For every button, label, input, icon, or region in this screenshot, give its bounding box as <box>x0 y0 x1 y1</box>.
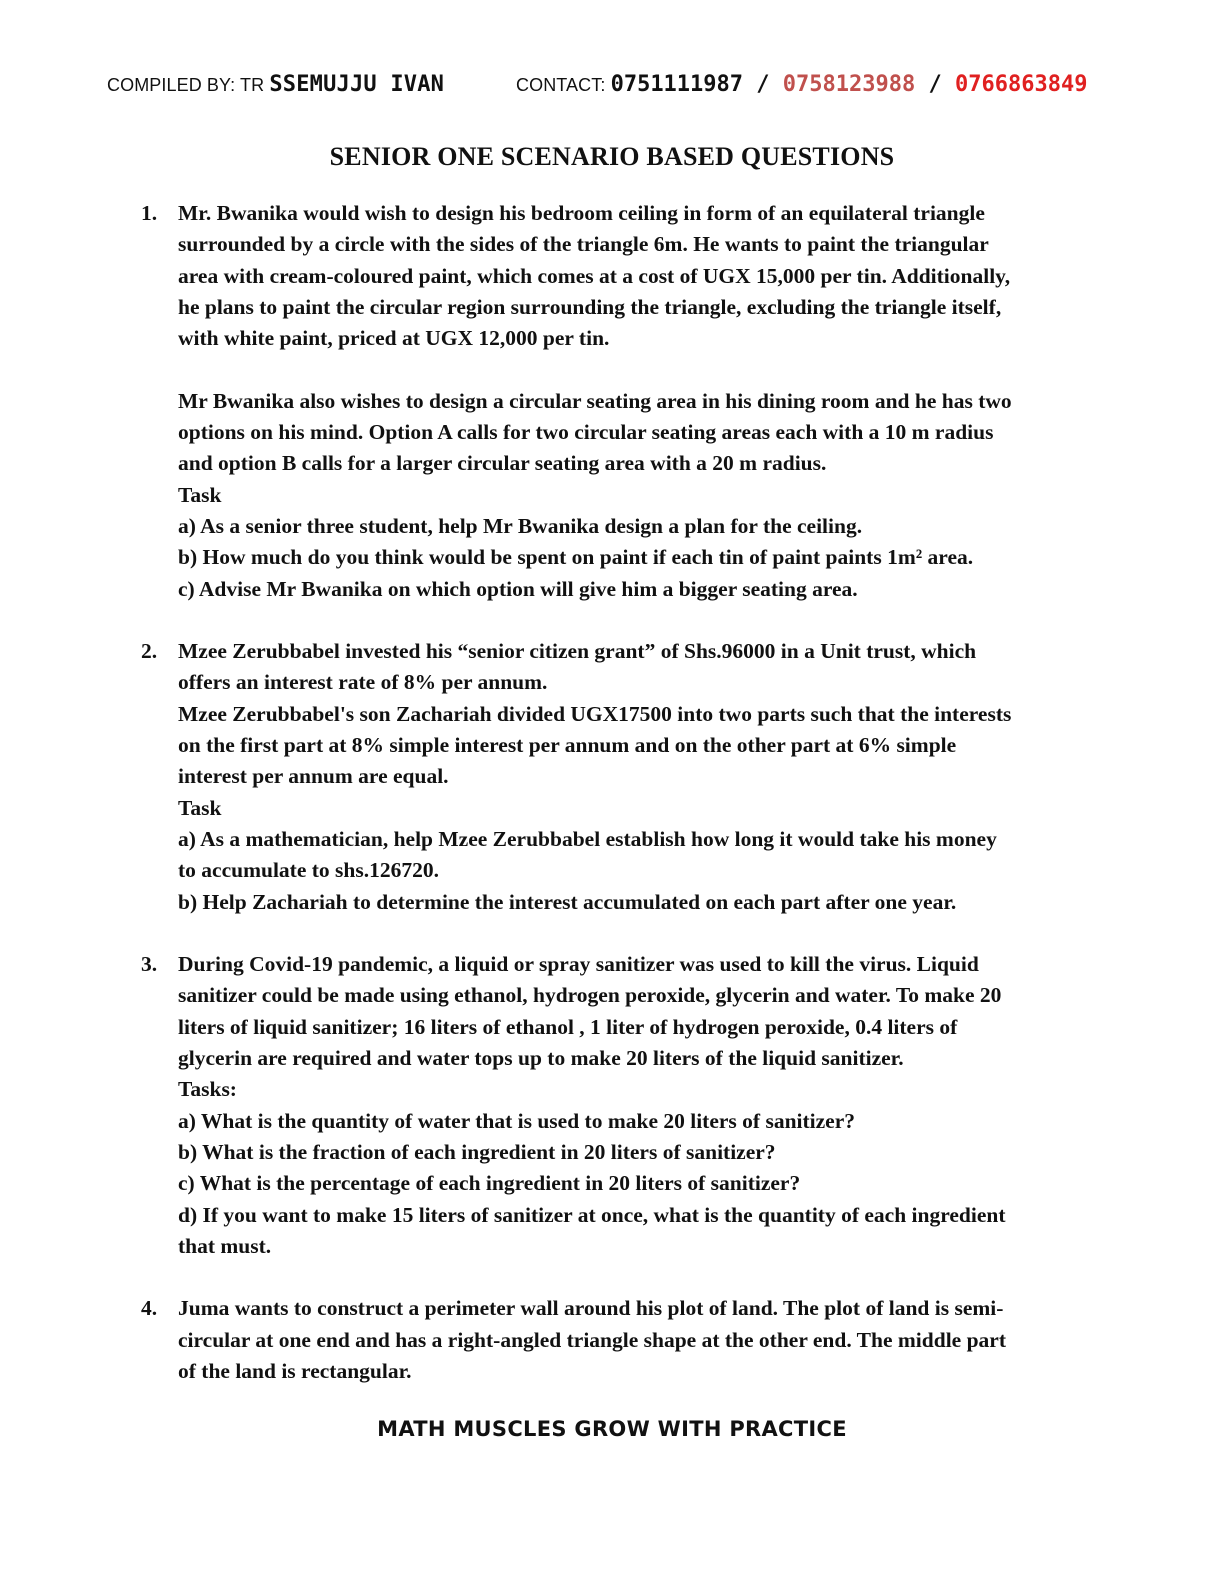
phone-number-1: 0751111987 <box>610 72 744 97</box>
question-line: liters of liquid sanitizer; 16 liters of ethanol , 1 liter of hydrogen peroxide, 0.4 liters of <box>178 1014 958 1039</box>
question-4 <box>141 1293 1118 1387</box>
questions-list <box>141 198 1118 1387</box>
phone-number-2: 0758123988 <box>782 72 916 97</box>
contact-info <box>516 72 1087 97</box>
footer-motto: MATH MUSCLES GROW WITH PRACTICE <box>377 1417 847 1441</box>
phone-separator: / <box>915 72 955 97</box>
question-line: Mr. Bwanika would wish to design his bedroom ceiling in form of an equilateral triangle <box>178 201 985 225</box>
question-line: surrounded by a circle with the sides of the triangle 6m. He wants to paint the triangular <box>178 232 989 257</box>
contact-label: CONTACT: <box>516 75 611 95</box>
question-line: a) What is the quantity of water that is used to make 20 liters of sanitizer? <box>178 1108 856 1133</box>
question-line: glycerin are required and water tops up to make 20 liters of the liquid sanitizer. <box>178 1046 904 1071</box>
question-line: to accumulate to shs.126720. <box>178 858 439 883</box>
question-line: a) As a senior three student, help Mr Bwanika design a plan for the ceiling. <box>178 513 863 538</box>
question-line: a) As a mathematician, help Mzee Zerubbabel establish how long it would take his money <box>178 826 997 851</box>
question-spacer <box>178 605 1118 636</box>
question-line: sanitizer could be made using ethanol, hydrogen peroxide, glycerin and water. To make 20 <box>178 983 1002 1008</box>
question-2 <box>141 636 1118 918</box>
question-spacer <box>178 1262 1118 1293</box>
page-header <box>107 72 1184 102</box>
question-line: options on his mind. Option A calls for two circular seating areas each with a 10 m radius <box>178 420 994 445</box>
question-line: interest per annum are equal. <box>178 764 449 789</box>
question-line: with white paint, priced at UGX 12,000 per tin. <box>178 326 610 351</box>
page-title: SENIOR ONE SCENARIO BASED QUESTIONS <box>329 142 895 171</box>
question-line: b) How much do you think would be spent on paint if each tin of paint paints 1m² area. <box>178 545 974 570</box>
question-line: d) If you want to make 15 liters of sanitizer at once, what is the quantity of each ingredient <box>178 1202 1006 1227</box>
question-line: that must. <box>178 1233 272 1258</box>
question-3 <box>141 949 1118 1262</box>
question-1 <box>141 198 1118 605</box>
question-number: 2. <box>141 639 158 664</box>
compiled-by-label: COMPILED BY: TR <box>107 75 270 95</box>
question-line: Task <box>178 482 222 507</box>
question-line: Juma wants to construct a perimeter wall around his plot of land. The plot of land is semi- <box>178 1296 1004 1321</box>
question-line: c) Advise Mr Bwanika on which option will give him a bigger seating area. <box>178 576 858 601</box>
question-line: Tasks: <box>178 1077 237 1102</box>
question-line: b) What is the fraction of each ingredient in 20 liters of sanitizer? <box>178 1139 776 1164</box>
question-line: and option B calls for a larger circular seating area with a 20 m radius. <box>178 451 827 476</box>
question-line: Mzee Zerubbabel invested his “senior citizen grant” of Shs.96000 in a Unit trust, which <box>178 639 977 664</box>
question-line: offers an interest rate of 8% per annum. <box>178 670 548 695</box>
blank-line <box>178 354 1118 385</box>
question-spacer <box>178 918 1118 949</box>
question-line: During Covid-19 pandemic, a liquid or spray sanitizer was used to kill the virus. Liquid <box>178 952 979 977</box>
question-line: of the land is rectangular. <box>178 1358 412 1383</box>
question-line: Mzee Zerubbabel's son Zachariah divided UGX17500 into two parts such that the interests <box>178 701 1012 726</box>
question-line: b) Help Zachariah to determine the interest accumulated on each part after one year. <box>178 889 957 914</box>
question-number: 1. <box>141 201 158 225</box>
question-line: Mr Bwanika also wishes to design a circular seating area in his dining room and he has two <box>178 388 1012 413</box>
compiled-by <box>107 72 444 97</box>
question-line: area with cream-coloured paint, which comes at a cost of UGX 15,000 per tin. Additionally, <box>178 263 1011 288</box>
question-line: Task <box>178 795 222 820</box>
question-number: 4. <box>141 1296 158 1321</box>
question-number: 3. <box>141 952 158 977</box>
question-line: c) What is the percentage of each ingredient in 20 liters of sanitizer? <box>178 1171 801 1196</box>
phone-number-3: 0766863849 <box>954 72 1088 97</box>
compiler-name: SSEMUJJU IVAN <box>269 72 445 97</box>
question-line: he plans to paint the circular region surrounding the triangle, excluding the triangle itself, <box>178 294 1002 319</box>
question-line: on the first part at 8% simple interest per annum and on the other part at 6% simple <box>178 733 957 758</box>
phone-separator: / <box>743 72 783 97</box>
question-line: circular at one end and has a right-angled triangle shape at the other end. The middle part <box>178 1327 1006 1352</box>
